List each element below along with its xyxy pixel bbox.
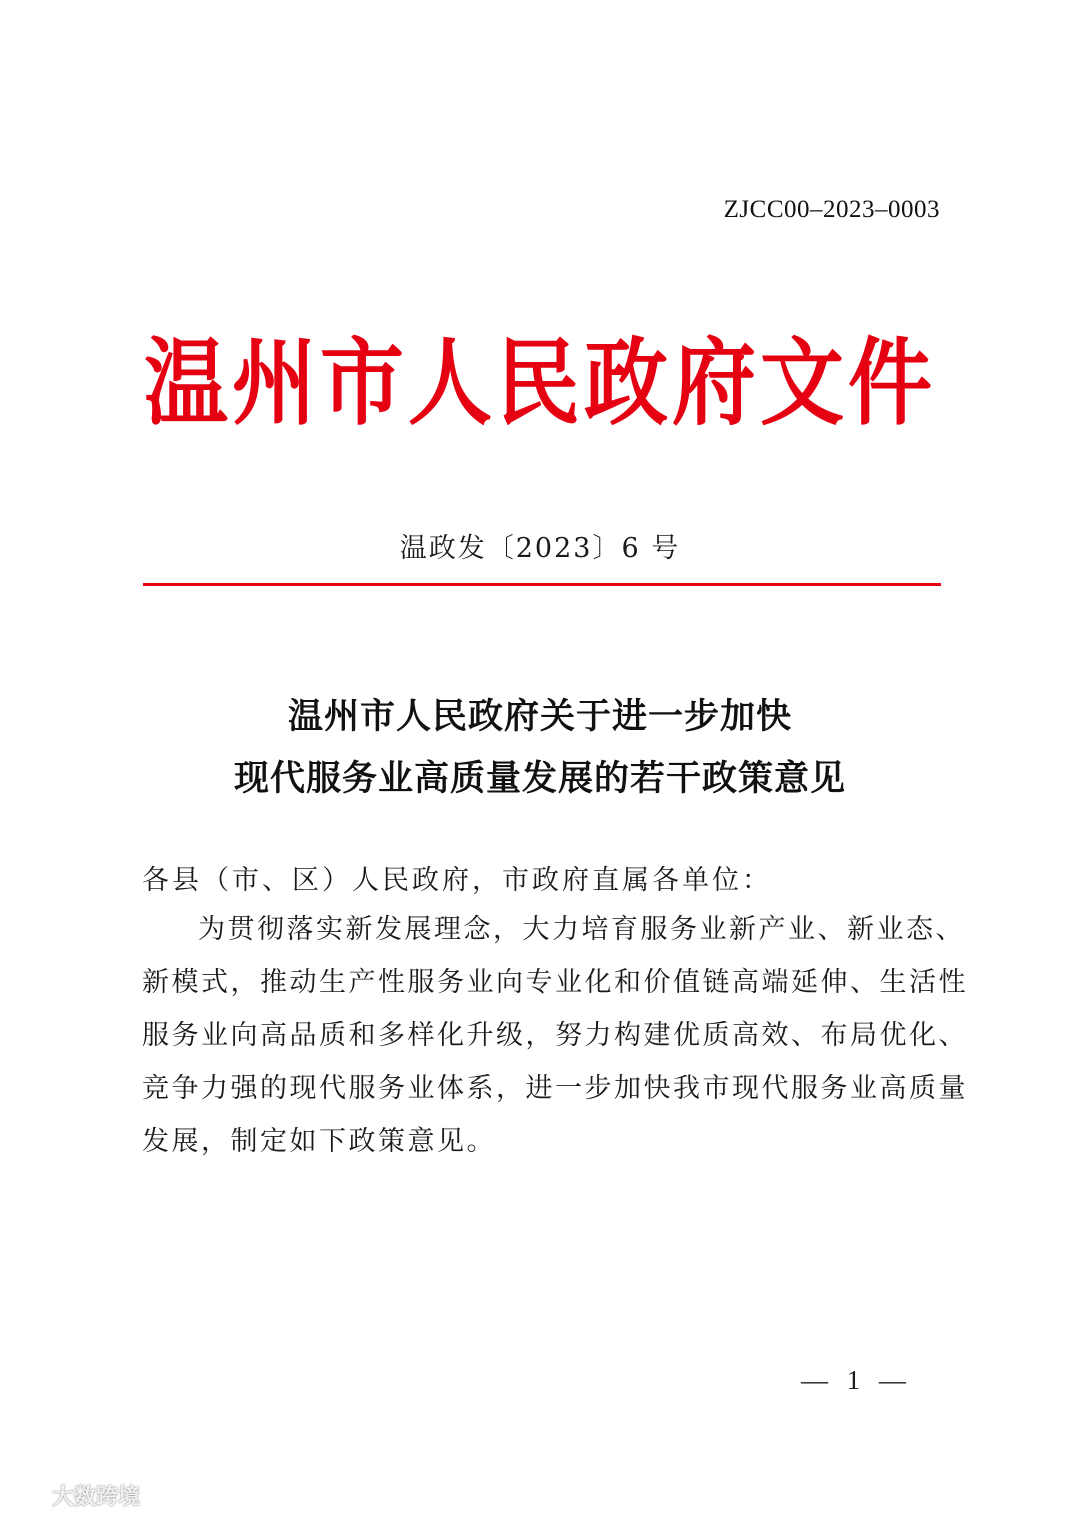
title-line-2: 现代服务业高质量发展的若干政策意见	[233, 758, 846, 799]
body-line: 发展，制定如下政策意见。	[142, 1126, 496, 1157]
watermark	[12, 1480, 140, 1511]
watermark-text: 大数跨境	[52, 1485, 141, 1510]
document-code: ZJCC00–2023–0003	[723, 196, 940, 223]
body-line: 服务业向高品质和多样化升级，努力构建优质高效、布局优化、	[142, 1020, 968, 1051]
cloud-logo-icon	[12, 1484, 46, 1508]
red-divider-line	[143, 583, 941, 586]
body-line: 新模式，推动生产性服务业向专业化和价值链高端延伸、生活性	[142, 967, 968, 998]
body-line: 为贯彻落实新发展理念，大力培育服务业新产业、新业态、	[198, 914, 965, 945]
issuer-header: 温州市人民政府文件	[143, 327, 936, 438]
document-title	[0, 686, 1080, 810]
document-number: 温政发〔2023〕6 号	[399, 533, 681, 564]
title-line-1: 温州市人民政府关于进一步加快	[287, 696, 792, 737]
addressee: 各县（市、区）人民政府，市政府直属各单位：	[142, 865, 772, 896]
body-paragraph	[142, 903, 968, 1168]
page-number: — 1 —	[801, 1365, 912, 1395]
body-line: 竞争力强的现代服务业体系，进一步加快我市现代服务业高质量	[142, 1073, 968, 1104]
